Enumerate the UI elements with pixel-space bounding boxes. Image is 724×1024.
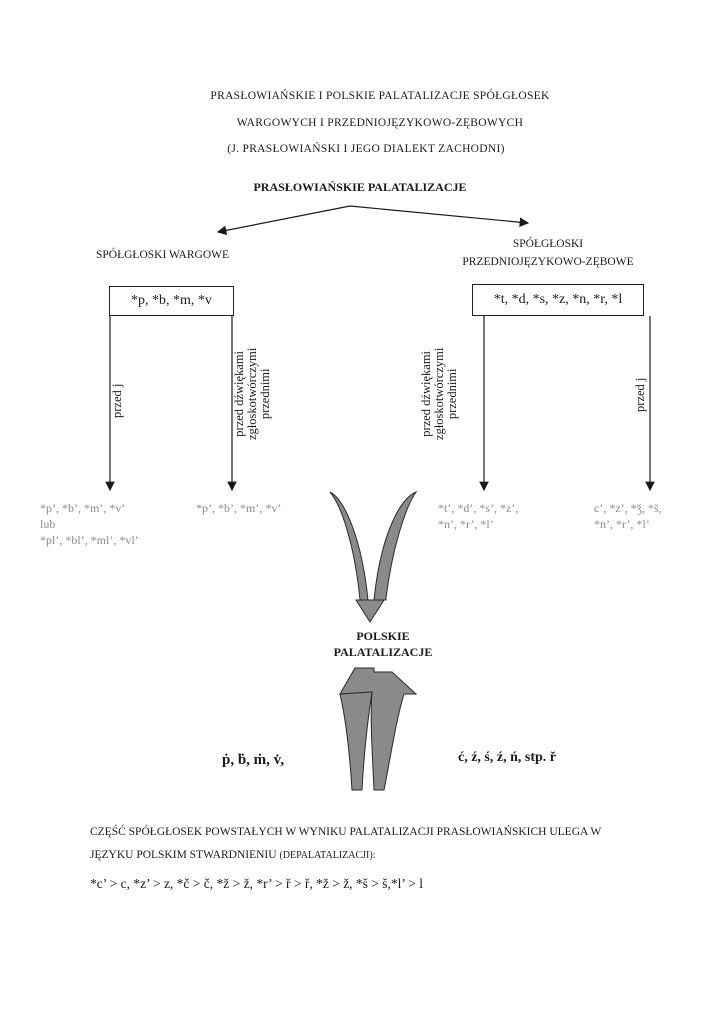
left-branch-a-label: przed j <box>110 383 124 418</box>
bottom-right-result: ć, ź, ś, ź, ń, stp. ř <box>458 750 556 765</box>
left-branch-b-label-2: zgłoskotwórczymi <box>245 347 259 440</box>
right-heading-2: PRZEDNIOJĘZYKOWO-ZĘBOWE <box>462 256 634 268</box>
right-branch-a-label-3: przednimi <box>445 368 459 420</box>
left-branch-b-label-1: przed dźwiękami <box>232 350 246 437</box>
right-result-b-1: c’, *z’, *ǯ, *š, <box>594 501 662 515</box>
right-box-text: *t, *d, *s, *z, *n, *r, *l <box>493 292 623 307</box>
footer-line-2 <box>90 849 375 861</box>
footer-line-2-small: (DEPALATALIZACJI): <box>279 850 376 861</box>
right-result-a-1: *t’, *d’, *s’, *z’, <box>438 501 519 515</box>
right-result-a-2: *n’, *r’, *l’ <box>438 517 494 531</box>
right-box <box>472 284 644 316</box>
right-heading <box>462 235 633 271</box>
right-branch-a-label-2: zgłoskotwórczymi <box>432 347 446 440</box>
left-branch-b-label-3: przednimi <box>258 368 272 420</box>
left-branch-b-label <box>233 348 272 440</box>
left-result-a <box>40 500 139 548</box>
footer-formula: *c’ > c, *z’ > z, *č > č, *ž > ž, *r’ > ř > ř, *ž > ž, *š > š,*l’ > l <box>90 876 424 891</box>
left-box <box>109 286 234 316</box>
left-result-a-3: *pl’, *bl’, *ml’, *vl’ <box>40 533 139 547</box>
right-branch-a-label-1: przed dźwiękami <box>419 350 433 437</box>
fork-right-arrow <box>350 206 528 223</box>
bottom-left-result: ṗ, ḃ, ṁ, v̇, <box>222 752 285 768</box>
fork-left-arrow <box>218 206 350 232</box>
left-result-a-2: lub <box>40 517 56 531</box>
polskie-palatalizacje-upper-arrow <box>330 492 416 622</box>
left-heading: SPÓŁGŁOSKI WARGOWE <box>96 249 229 261</box>
right-branch-a-label <box>420 348 459 440</box>
left-box-text: *p, *b, *m, *v <box>131 293 212 308</box>
middle-label-1: POLSKIE <box>356 629 410 643</box>
right-heading-1: SPÓŁGŁOSKI <box>512 238 584 250</box>
footer-line-2-main: JĘZYKU POLSKIM STWARDNIENIU <box>90 849 277 861</box>
polskie-palatalizacje-lower-arrow <box>340 668 416 790</box>
right-result-b <box>594 500 662 532</box>
top-node: PRASŁOWIAŃSKIE PALATALIZACJE <box>253 180 467 194</box>
middle-label-2: PALATALIZACJE <box>333 645 433 659</box>
right-result-b-2: *n’, *r’, *l’ <box>594 517 650 531</box>
right-branch-b-label: przed j <box>633 377 647 412</box>
header-line-1: PRASŁOWIAŃSKIE I POLSKIE PALATALIZACJE SPÓŁGŁOSEK <box>210 90 550 102</box>
right-result-a <box>438 500 518 532</box>
footer-line-1: CZĘŚĆ SPÓŁGŁOSEK POWSTAŁYCH W WYNIKU PALATALIZACJI PRASŁOWIAŃSKICH ULEGA W <box>90 826 602 838</box>
header-line-2: WARGOWYCH I PRZEDNIOJĘZYKOWO-ZĘBOWYCH <box>236 117 524 129</box>
left-result-a-1: *p’, *b’, *m’, *v’ <box>40 501 126 515</box>
left-result-b: *p’, *b’, *m’, *v’ <box>196 501 282 515</box>
header-line-3: (J. PRASŁOWIAŃSKI I JEGO DIALEKT ZACHODNI) <box>227 143 505 155</box>
middle-label <box>334 628 433 660</box>
